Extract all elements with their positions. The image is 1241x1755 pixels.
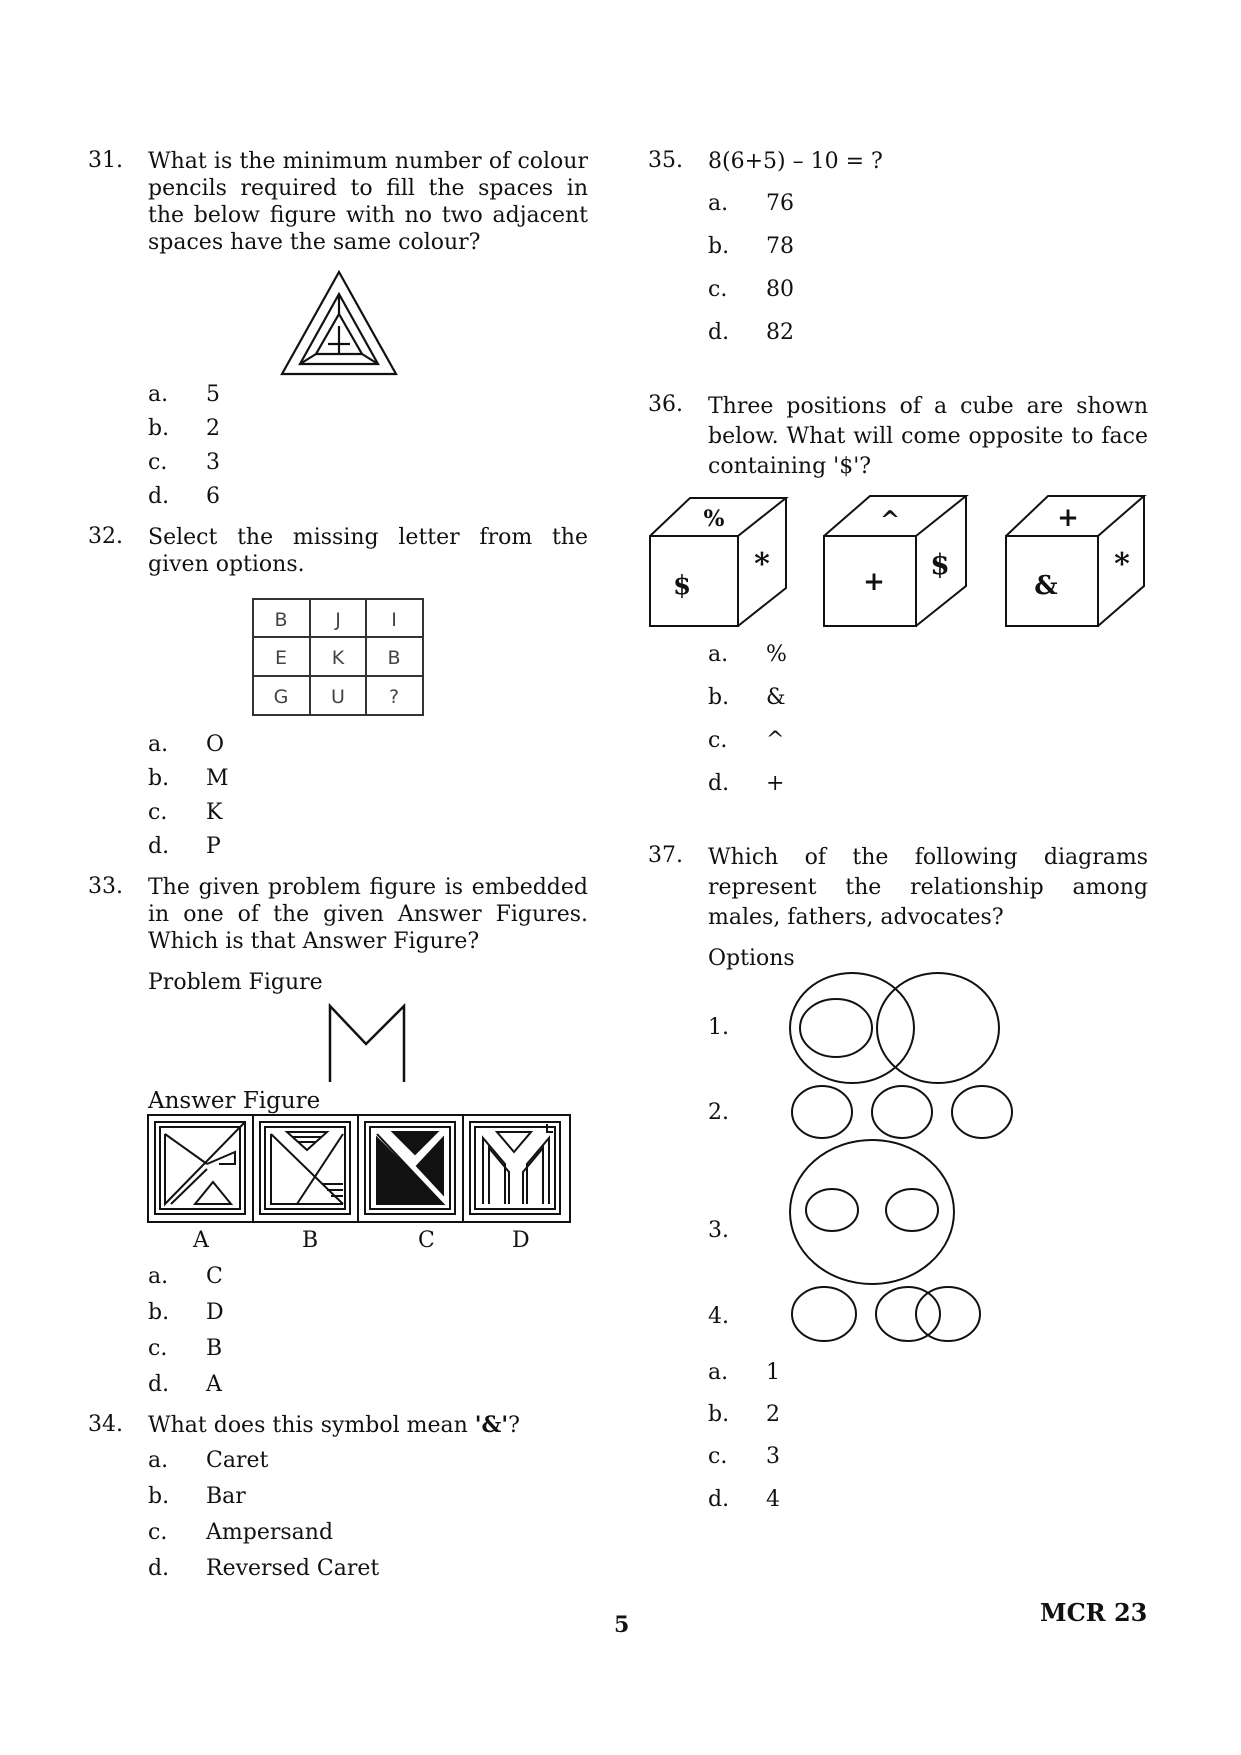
- question-text: 8(6+5) – 10 = ?: [708, 149, 883, 174]
- venn-diagram-4: [792, 1287, 980, 1341]
- question-number: 33.: [88, 874, 123, 899]
- figure-letter-c: C: [418, 1228, 435, 1253]
- cube-face: &: [1034, 571, 1058, 601]
- grid-cell: U: [331, 686, 345, 708]
- question-text: The given problem figure is embedded in one of the given Answer Figures. Which is that Answer Figure?: [148, 875, 588, 954]
- problem-figure: [328, 1004, 408, 1084]
- cube-face: $: [930, 548, 950, 581]
- grid-cell: G: [273, 686, 289, 708]
- letter-grid: [252, 598, 424, 716]
- answer-figure-a: [155, 1122, 245, 1214]
- question-number: 34.: [88, 1412, 123, 1437]
- question-text: Three positions of a cube are shown below. What will come opposite to face containing '$'?: [708, 394, 1148, 479]
- cube-face: +: [863, 567, 885, 597]
- question-number: 36.: [648, 392, 683, 417]
- grid-cell: I: [391, 609, 397, 631]
- diagram-label-3: 3.: [708, 1218, 729, 1243]
- triangle-figure: [280, 270, 398, 376]
- answer-figure-b: [260, 1122, 350, 1214]
- grid-cell: B: [274, 609, 288, 631]
- problem-figure-label: Problem Figure: [148, 970, 323, 995]
- answer-figure-label: Answer Figure: [148, 1088, 321, 1114]
- question-text: What is the minimum number of colour pencils required to fill the spaces in the below figure with no two adjacent spaces have the same colour?: [148, 149, 588, 255]
- question-number: 37.: [648, 843, 683, 868]
- paper-code: MCR 23: [1040, 1598, 1148, 1627]
- figure-letter-b: B: [302, 1228, 319, 1253]
- cube-face: *: [754, 547, 770, 582]
- page-number: 5: [614, 1612, 630, 1638]
- cube-face: $: [672, 571, 692, 601]
- question-number: 32.: [88, 524, 123, 549]
- answer-figures: [147, 1114, 571, 1224]
- cube-figures: [648, 492, 1148, 628]
- cube-face: *: [1114, 547, 1130, 582]
- grid-cell: E: [274, 647, 288, 669]
- grid-cell: J: [335, 609, 341, 631]
- cube-face: %: [703, 506, 725, 532]
- symbol: '&': [474, 1412, 509, 1438]
- question-number: 31.: [88, 148, 123, 173]
- options-label: Options: [708, 946, 795, 971]
- diagram-label-2: 2.: [708, 1100, 729, 1125]
- question-text: Which of the following diagrams represent the relationship among males, fathers, advocates?: [708, 845, 1148, 930]
- figure-letter-a: A: [193, 1228, 209, 1253]
- grid-cell: K: [331, 647, 345, 669]
- venn-diagram-3: [790, 1140, 954, 1284]
- grid-cell: ?: [388, 686, 400, 708]
- question-text: What does this symbol mean '&'?: [148, 1412, 520, 1438]
- question-number: 35.: [648, 148, 683, 173]
- venn-diagram-1: [790, 973, 999, 1083]
- venn-diagram-2: [792, 1086, 1012, 1138]
- diagram-label-1: 1.: [708, 1015, 729, 1040]
- grid-cell: B: [387, 647, 401, 669]
- cube-face: +: [1057, 503, 1079, 533]
- cube-face: ^: [879, 505, 901, 534]
- answer-figure-c: [365, 1122, 455, 1214]
- question-text: Select the missing letter from the given options.: [148, 525, 588, 577]
- diagram-label-4: 4.: [708, 1304, 729, 1329]
- answer-figure-d: [470, 1122, 560, 1214]
- figure-letter-d: D: [512, 1228, 530, 1253]
- venn-diagrams: [790, 970, 1040, 1350]
